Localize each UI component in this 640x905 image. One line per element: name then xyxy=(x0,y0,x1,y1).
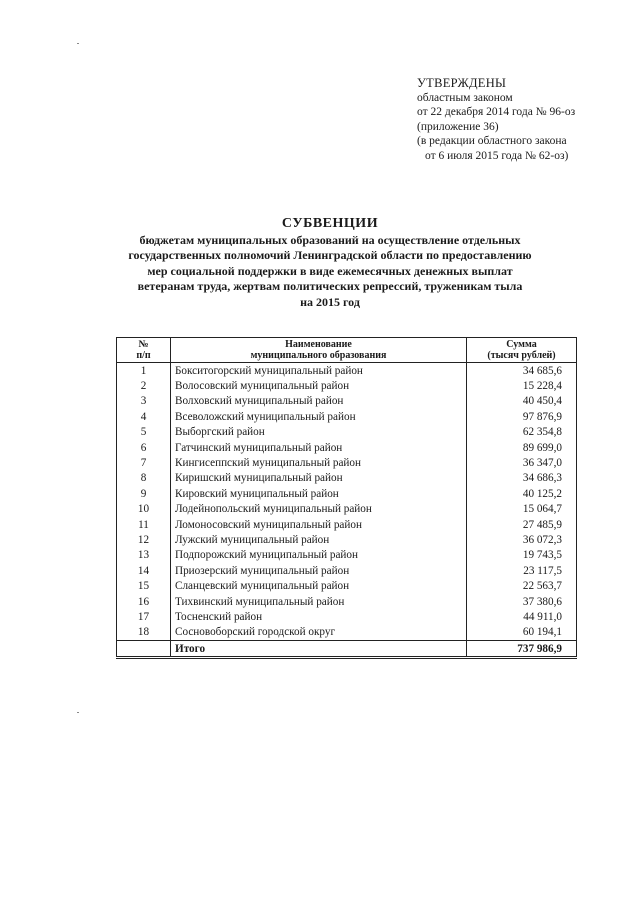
row-name: Тихвинский муниципальный район xyxy=(171,594,467,609)
row-sum: 15 228,4 xyxy=(467,378,577,393)
row-name: Выборгский район xyxy=(171,425,467,440)
row-num: 13 xyxy=(117,548,171,563)
row-num: 17 xyxy=(117,609,171,624)
row-num: 9 xyxy=(117,486,171,501)
row-name: Сланцевский муниципальный район xyxy=(171,578,467,593)
table-total-row xyxy=(117,641,577,658)
approval-line: областным законом xyxy=(417,91,513,104)
table-row xyxy=(117,378,577,393)
header-sum-line2: (тысяч рублей) xyxy=(487,350,556,361)
header-sum xyxy=(467,338,577,363)
title-line: на 2015 год xyxy=(300,294,360,309)
row-name: Киришский муниципальный район xyxy=(171,471,467,486)
row-name: Тосненский район xyxy=(171,609,467,624)
row-name: Подпорожский муниципальный район xyxy=(171,548,467,563)
document-title xyxy=(80,216,580,311)
row-name: Лодейнопольский муниципальный район xyxy=(171,502,467,517)
table-row xyxy=(117,455,577,470)
total-num-cell xyxy=(117,641,171,658)
row-sum: 34 685,6 xyxy=(467,363,577,379)
row-name: Волховский муниципальный район xyxy=(171,394,467,409)
row-sum: 27 485,9 xyxy=(467,517,577,532)
table-row xyxy=(117,486,577,501)
row-name: Кингисеппский муниципальный район xyxy=(171,455,467,470)
row-num: 10 xyxy=(117,502,171,517)
table-row xyxy=(117,394,577,409)
row-num: 6 xyxy=(117,440,171,455)
row-num: 3 xyxy=(117,394,171,409)
approval-heading: УТВЕРЖДЕНЫ xyxy=(417,76,507,90)
row-sum: 15 064,7 xyxy=(467,502,577,517)
row-sum: 97 876,9 xyxy=(467,409,577,424)
title-line: государственных полномочий Ленинградской области по предоставлению xyxy=(128,248,532,263)
table-header-row xyxy=(117,338,577,363)
row-name: Всеволожский муниципальный район xyxy=(171,409,467,424)
total-label: Итого xyxy=(171,641,467,658)
table-row xyxy=(117,594,577,609)
row-name: Сосновоборский городской округ xyxy=(171,625,467,641)
row-name: Приозерский муниципальный район xyxy=(171,563,467,578)
row-sum: 60 194,1 xyxy=(467,625,577,641)
table-row xyxy=(117,363,577,379)
header-sum-line1: Сумма xyxy=(506,339,537,350)
approval-line: от 22 декабря 2014 года № 96-оз xyxy=(417,106,576,119)
header-num xyxy=(117,338,171,363)
row-name: Бокситогорский муниципальный район xyxy=(171,363,467,379)
scan-speck xyxy=(77,712,79,713)
row-sum: 62 354,8 xyxy=(467,425,577,440)
table-row xyxy=(117,609,577,624)
header-name-line1: Наименование xyxy=(285,339,352,350)
row-sum: 40 125,2 xyxy=(467,486,577,501)
table-row xyxy=(117,625,577,641)
table-row xyxy=(117,578,577,593)
table-row xyxy=(117,502,577,517)
title-heading: СУБВЕНЦИИ xyxy=(281,216,379,231)
row-num: 14 xyxy=(117,563,171,578)
row-sum: 36 347,0 xyxy=(467,455,577,470)
row-sum: 89 699,0 xyxy=(467,440,577,455)
scan-speck xyxy=(77,43,79,44)
row-num: 7 xyxy=(117,455,171,470)
row-num: 18 xyxy=(117,625,171,641)
subventions-table xyxy=(116,337,577,659)
table-body xyxy=(117,363,577,641)
row-name: Волосовский муниципальный район xyxy=(171,378,467,393)
row-sum: 19 743,5 xyxy=(467,548,577,563)
row-sum: 40 450,4 xyxy=(467,394,577,409)
header-num-line1: № xyxy=(138,339,149,350)
title-line: мер социальной поддержки в виде ежемесячных денежных выплат xyxy=(147,263,513,278)
row-name: Кировский муниципальный район xyxy=(171,486,467,501)
header-num-line2: п/п xyxy=(136,350,151,361)
row-sum: 36 072,3 xyxy=(467,532,577,547)
row-num: 4 xyxy=(117,409,171,424)
row-sum: 34 686,3 xyxy=(467,471,577,486)
row-num: 5 xyxy=(117,425,171,440)
row-num: 15 xyxy=(117,578,171,593)
title-line: ветеранам труда, жертвам политических репрессий, труженикам тыла xyxy=(137,279,523,294)
row-num: 1 xyxy=(117,363,171,379)
row-num: 16 xyxy=(117,594,171,609)
total-sum: 737 986,9 xyxy=(467,641,577,658)
row-sum: 44 911,0 xyxy=(467,609,577,624)
table-row xyxy=(117,548,577,563)
row-num: 8 xyxy=(117,471,171,486)
approval-line: (в редакции областного закона xyxy=(417,135,567,148)
approval-line: от 6 июля 2015 года № 62-оз) xyxy=(425,149,569,162)
header-name xyxy=(171,338,467,363)
title-line: бюджетам муниципальных образований на осуществление отдельных xyxy=(139,232,521,247)
row-sum: 22 563,7 xyxy=(467,578,577,593)
row-name: Лужский муниципальный район xyxy=(171,532,467,547)
table-row xyxy=(117,471,577,486)
row-sum: 37 380,6 xyxy=(467,594,577,609)
row-num: 11 xyxy=(117,517,171,532)
row-num: 2 xyxy=(117,378,171,393)
row-name: Гатчинский муниципальный район xyxy=(171,440,467,455)
approval-stamp xyxy=(417,76,575,164)
approval-line: (приложение 36) xyxy=(417,120,499,133)
table-row xyxy=(117,440,577,455)
table-row xyxy=(117,517,577,532)
table-row xyxy=(117,409,577,424)
row-num: 12 xyxy=(117,532,171,547)
table-row xyxy=(117,532,577,547)
table-row xyxy=(117,425,577,440)
row-name: Ломоносовский муниципальный район xyxy=(171,517,467,532)
table-row xyxy=(117,563,577,578)
row-sum: 23 117,5 xyxy=(467,563,577,578)
header-name-line2: муниципального образования xyxy=(250,350,387,361)
